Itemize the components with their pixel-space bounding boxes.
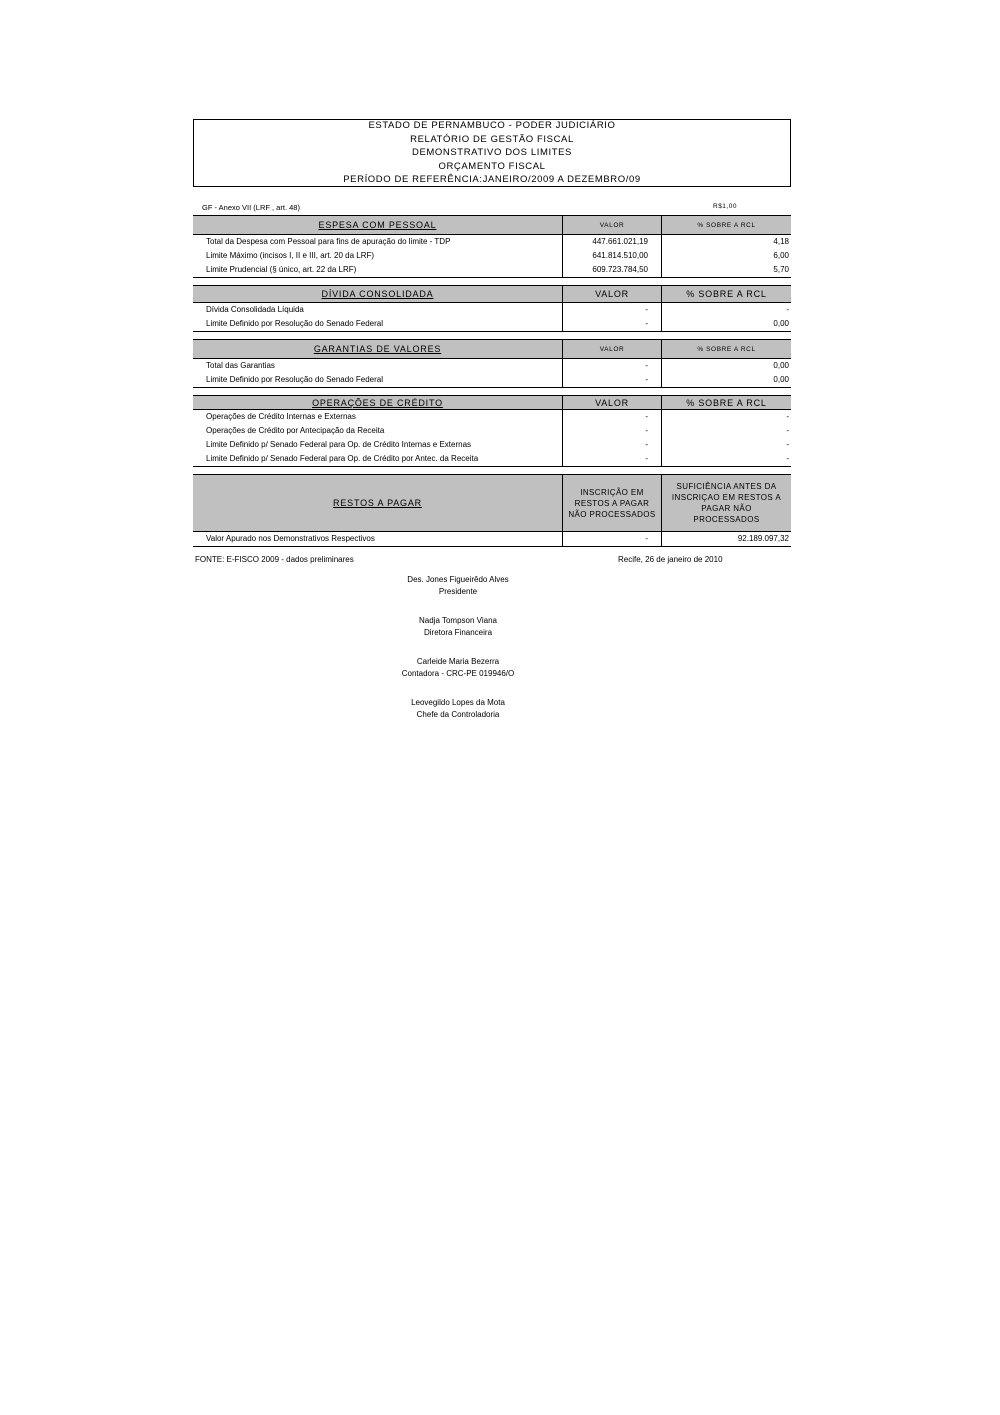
row-label: Limite Definido p/ Senado Federal para Op. de Crédito por Antec. da Receita [193, 452, 563, 466]
signatory-role: Presidente [438, 586, 478, 596]
row-label: Total da Despesa com Pessoal para fins de apuração do limite - TDP [193, 235, 563, 249]
section-title: OPERAÇÕES DE CRÉDITO [193, 396, 563, 409]
table-row [193, 424, 791, 438]
col-suficiencia-line-2: INSCRIÇAO EM RESTOS A [671, 493, 782, 502]
signatures-block [0, 574, 916, 738]
row-valor: - [563, 373, 662, 387]
annex-line [193, 203, 791, 215]
section-garantias [193, 339, 791, 388]
table-row [193, 359, 791, 373]
signatory-role: Chefe da Controladoria [416, 709, 500, 719]
row-label: Limite Definido por Resolução do Senado Federal [193, 317, 563, 331]
row-label: Dívida Consolidada Líquida [193, 303, 563, 317]
row-pct: - [786, 305, 789, 314]
report-header [193, 119, 791, 187]
row-pct: - [786, 440, 789, 449]
section-header [193, 285, 791, 303]
row-pct: 0,00 [773, 361, 789, 370]
row-label: Limite Prudencial (§ único, art. 22 da LRF) [193, 263, 563, 277]
section-header [193, 339, 791, 359]
col-suficiencia-line-1: SUFICIÊNCIA ANTES DA [676, 482, 777, 491]
table-row [193, 249, 791, 263]
col-inscricao-line-1: INSCRIÇÃO EM [580, 487, 644, 497]
table-row [193, 410, 791, 424]
row-label: Total das Garantias [193, 359, 563, 373]
col-valor-header: VALOR [563, 216, 662, 234]
row-pct: - [786, 454, 789, 463]
header-line-4: ORÇAMENTO FISCAL [438, 160, 546, 172]
signatory-name: Nadja Tompson Viana [419, 616, 497, 625]
row-pct: 5,70 [773, 265, 789, 274]
section-title: ESPESA COM PESSOAL [193, 216, 563, 234]
row-label: Operações de Crédito Internas e Externas [193, 410, 563, 424]
row-label: Limite Máximo (incisos I, II e III, art. 20 da LRF) [193, 249, 563, 263]
section-title: RESTOS A PAGAR [193, 475, 563, 531]
section-header [193, 474, 791, 532]
row-valor: 447.661.021,19 [563, 235, 662, 249]
col-pct-header: % SOBRE A RCL [697, 221, 756, 229]
row-pct: 6,00 [773, 251, 789, 260]
col-inscricao-line-2: RESTOS A PAGAR [574, 498, 650, 508]
row-valor: 609.723.784,50 [563, 263, 662, 277]
row-valor: - [563, 438, 662, 452]
col-pct-header: % SOBRE A RCL [697, 345, 756, 353]
section-restos-a-pagar [193, 474, 791, 547]
row-valor: - [563, 303, 662, 317]
currency-label: R$1,00 [713, 203, 737, 210]
row-valor: - [563, 424, 662, 438]
signatory-name: Leovegildo Lopes da Mota [411, 698, 505, 707]
signature [0, 615, 916, 638]
row-label: Limite Definido p/ Senado Federal para Op. de Crédito Internas e Externas [193, 438, 563, 452]
section-operacoes-credito [193, 395, 791, 467]
signatory-name: Des. Jones Figueirêdo Alves [407, 575, 509, 584]
row-valor: - [563, 532, 662, 546]
table-row [193, 452, 791, 466]
row-valor: - [563, 359, 662, 373]
row-pct: - [786, 412, 789, 421]
section-header [193, 215, 791, 235]
row-pct: 0,00 [773, 319, 789, 328]
table-row [193, 263, 791, 277]
section-despesa-pessoal [193, 215, 791, 278]
place-date: Recife, 26 de janeiro de 2010 [618, 555, 723, 564]
header-line-5: PERÍODO DE REFERÊNCIA:JANEIRO/2009 A DEZEMBRO/09 [343, 174, 641, 186]
row-pct: 92.189.097,32 [737, 534, 789, 543]
col-inscricao-line-3: NÃO PROCESSADOS [568, 509, 656, 519]
report-document [193, 119, 791, 569]
row-label: Valor Apurado nos Demonstrativos Respectivos [193, 532, 563, 546]
annex-label: GF - Anexo VII (LRF , art. 48) [202, 203, 300, 212]
header-line-2: RELATÓRIO DE GESTÃO FISCAL [410, 133, 574, 145]
section-title: DÍVIDA CONSOLIDADA [193, 286, 563, 302]
signatory-name: Carleide Maria Bezerra [416, 657, 500, 666]
header-line-3: DEMONSTRATIVO DOS LIMITES [412, 147, 572, 159]
row-valor: - [563, 317, 662, 331]
table-row [193, 373, 791, 387]
row-label: Operações de Crédito por Antecipação da Receita [193, 424, 563, 438]
row-pct: 0,00 [773, 375, 789, 384]
col-valor-header: VALOR [563, 340, 662, 358]
col-pct-header: % SOBRE A RCL [686, 397, 767, 408]
signature [0, 574, 916, 597]
row-valor: 641.814.510,00 [563, 249, 662, 263]
col-suficiencia-header [662, 475, 791, 531]
table-row [193, 235, 791, 249]
section-header [193, 395, 791, 410]
row-label: Limite Definido por Resolução do Senado Federal [193, 373, 563, 387]
signature [0, 656, 916, 679]
row-pct: - [786, 426, 789, 435]
col-suficiencia-line-4: PROCESSADOS [693, 515, 760, 524]
col-inscricao-header [563, 475, 662, 531]
row-valor: - [563, 452, 662, 466]
table-row [193, 303, 791, 317]
signatory-role: Diretora Financeira [423, 627, 493, 637]
col-valor-header: VALOR [563, 396, 662, 409]
section-divida-consolidada [193, 285, 791, 332]
col-valor-header: VALOR [563, 286, 662, 302]
table-row [193, 532, 791, 546]
source-note: FONTE: E-FISCO 2009 - dados preliminares [195, 555, 354, 564]
col-pct-header: % SOBRE A RCL [686, 289, 767, 299]
table-row [193, 317, 791, 331]
signatory-role: Contadora - CRC-PE 019946/O [401, 668, 515, 678]
signature [0, 697, 916, 720]
table-row [193, 438, 791, 452]
row-valor: - [563, 410, 662, 424]
report-footer [193, 555, 791, 569]
section-title: GARANTIAS DE VALORES [193, 340, 563, 358]
header-line-1: ESTADO DE PERNAMBUCO - PODER JUDICIÁRIO [368, 120, 616, 132]
row-pct: 4,18 [773, 237, 789, 246]
col-suficiencia-line-3: PAGAR NÃO [701, 504, 752, 513]
